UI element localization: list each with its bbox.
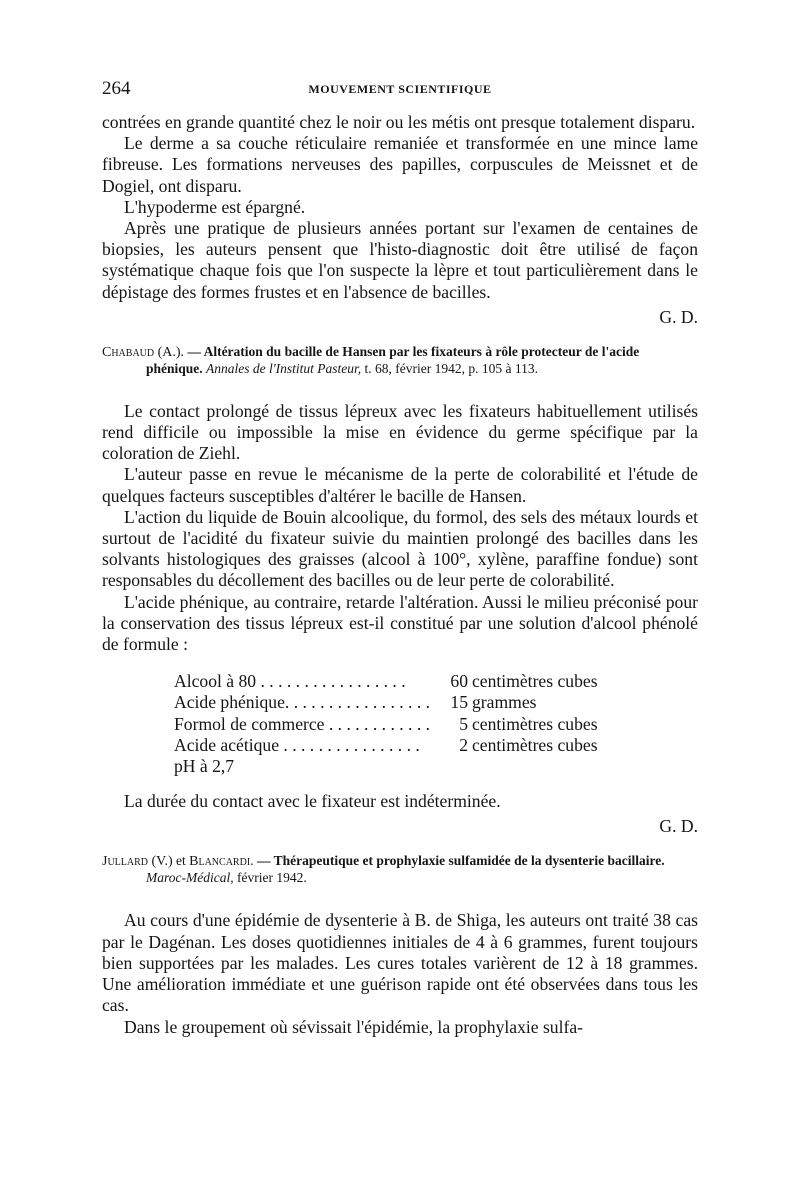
section-fixateurs (102, 401, 698, 838)
formula-ingredient: Formol de commerce . . . . . . . . . . . . (174, 713, 431, 734)
section-lepre-histology (102, 112, 698, 328)
reference-author: Jullard (V.) (102, 854, 173, 870)
paragraph: L'acide phénique, au contraire, retarde l'altération. Aussi le milieu préconisé pour la conservation des tissus lépreux est-il constitué par une solution d'alcool phénolé de formule : (102, 591, 698, 655)
formula-quantity: 5 (459, 713, 468, 734)
formula-quantity: 60 (450, 671, 468, 692)
formula-ph: pH à 2,7 (174, 756, 235, 777)
bibliographic-reference (102, 853, 698, 886)
formula-row (174, 671, 698, 692)
paragraph: Après une pratique de plusieurs années portant sur l'examen de centaines de biopsies, les auteurs pensent que l'histo-diagnostic doit être utilisé de façon systématique chaque fois que l'on suspecte la lèpre et tout particulièrement dans le dépistage des formes frustes et en l'absence de bacilles. (102, 218, 698, 302)
paragraph: Le contact prolongé de tissus lépreux avec les fixateurs habituellement utilisés rend difficile ou impossible la mise en évidence du germe spécifique par la coloration de Ziehl. (102, 400, 698, 464)
document-page (102, 78, 698, 1038)
formula-unit: centimètres cubes (472, 734, 598, 755)
author-signature: G. D. (659, 816, 698, 837)
reference-details: t. 68, février 1942, p. 105 à 113. (361, 360, 538, 376)
formula-unit: centimètres cubes (472, 671, 598, 692)
reference-details: février 1942. (233, 870, 307, 886)
paragraph: Dans le groupement où sévissait l'épidémie, la prophylaxie sulfa- (124, 1016, 584, 1037)
formula-row (174, 714, 698, 735)
formula-ingredient: Acide acétique . . . . . . . . . . . . . . . . (174, 734, 420, 755)
paragraph: Le derme a sa couche réticulaire remaniée et transformée en une mince lame fibreuse. Les formations nerveuses des papilles, corpuscules de Meissnet et de Dogiel, ont disparu. (102, 133, 698, 196)
reference-conjunction: et (172, 853, 190, 869)
author-signature: G. D. (659, 306, 698, 327)
paragraph: contrées en grande quantité chez le noir ou les métis ont presque totalement disparu. (102, 112, 696, 132)
formula-ingredient: Acide phénique. . . . . . . . . . . . . . . . . (174, 692, 431, 713)
page-number: 264 (102, 78, 131, 99)
formula-unit: grammes (472, 692, 537, 713)
formula-ingredient: Alcool à 80 . . . . . . . . . . . . . . . . . (174, 671, 406, 692)
bibliographic-reference (102, 344, 698, 377)
formula-row (174, 735, 698, 756)
reference-title: — Thérapeutique et prophylaxie sulfamidée de la dysenterie bacillaire. (253, 853, 665, 869)
reference-title: — Altération du bacille de Hansen par les fixateurs à rôle protecteur de l'acide phénique. (146, 343, 640, 376)
running-title: MOUVEMENT SCIENTIFIQUE (308, 82, 492, 96)
formula-table (174, 671, 698, 777)
formula-quantity: 15 (450, 692, 468, 713)
paragraph: L'hypoderme est épargné. (124, 196, 306, 217)
paragraph: L'auteur passe en revue le mécanisme de la perte de colorabilité et l'étude de quelques facteurs susceptibles d'altérer le bacille de Hansen. (102, 464, 698, 506)
formula-row (174, 692, 698, 713)
paragraph: L'action du liquide de Bouin alcoolique, du formol, des sels des métaux lourds et surtout de l'acidité du fixateur suivie du maintien prolongé des bacilles dans les solvants histologiques des graisses (alcool à 100°, xylène, paraffine fondue) sont responsables du décollement des bacilles ou de leur perte de colorabilité. (102, 506, 698, 591)
paragraph: Au cours d'une épidémie de dysenterie à B. de Shiga, les auteurs ont traité 38 cas par le Dagénan. Les doses quotidiennes initiales de 4 à 6 grammes, furent toujours bien supportées par les malades. Les cures totales varièrent de 12 à 18 grammes. Une amélioration immédiate et une guérison rapide ont été observées dans tous les cas. (102, 910, 698, 1016)
formula-quantity: 2 (459, 734, 468, 755)
formula-unit: centimètres cubes (472, 713, 598, 734)
paragraph: La durée du contact avec le fixateur est indéterminée. (124, 791, 501, 812)
reference-journal: Annales de l'Institut Pasteur, (206, 360, 362, 376)
section-dysenterie (102, 910, 698, 1037)
page-header (102, 78, 698, 102)
reference-author: Chabaud (A.). (102, 344, 185, 360)
reference-journal: Maroc-Médical, (146, 870, 234, 886)
reference-author: Blancardi. (189, 854, 254, 870)
